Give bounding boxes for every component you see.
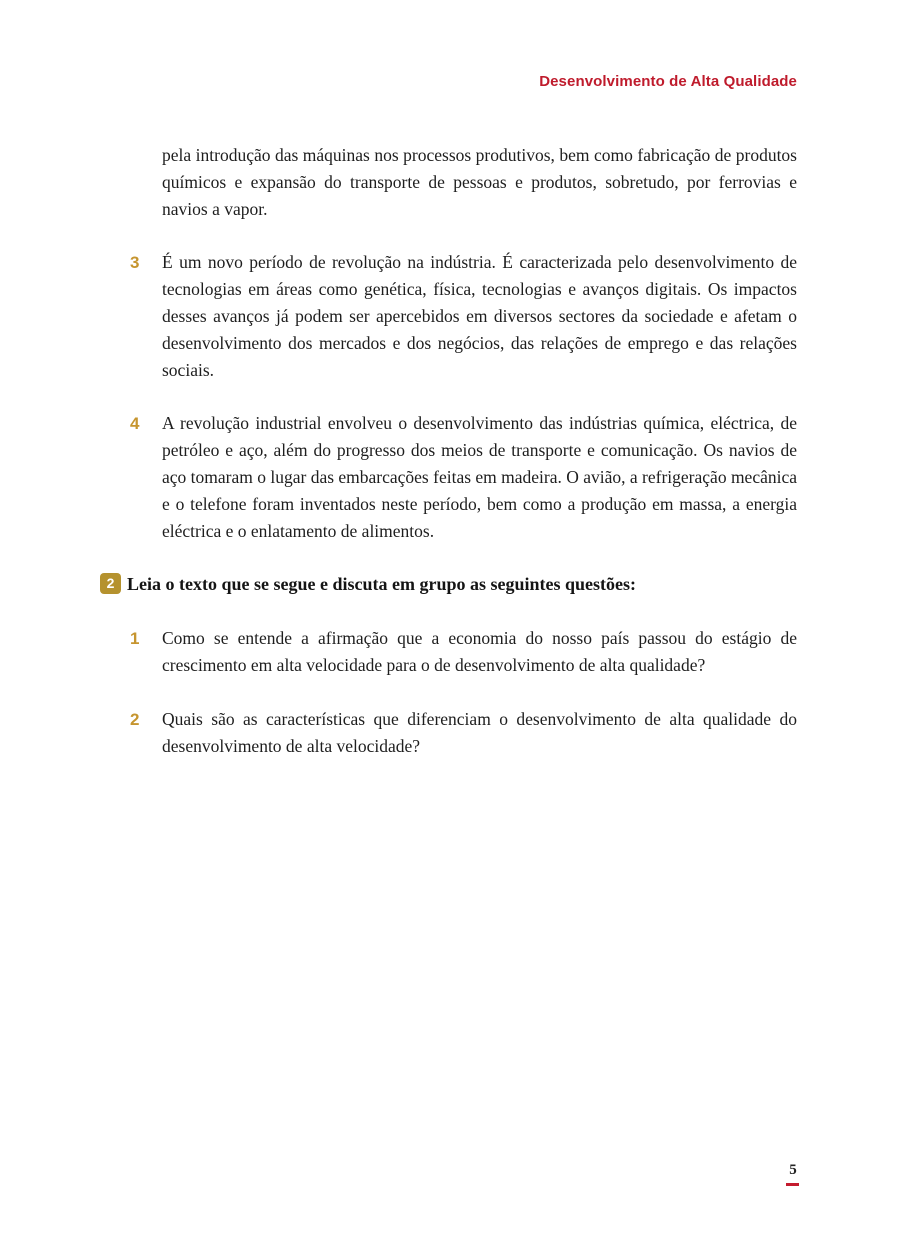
paragraph-continuation: pela introdução das máquinas nos processos produtivos, bem como fabricação de produtos químicos e expansão do transporte de pessoas e produtos, sobretudo, por ferrovias e navios a vapor.: [162, 145, 797, 219]
question-item: [130, 706, 797, 760]
activity-title: Leia o texto que se segue e discuta em grupo as seguintes questões:: [127, 574, 636, 594]
list-number: 4: [130, 414, 140, 433]
question-text: Quais são as características que diferenciam o desenvolvimento de alta qualidade do desenvolvimento de alta velocidade?: [162, 709, 797, 756]
numbered-paragraph-text: A revolução industrial envolveu o desenvolvimento das indústrias química, eléctrica, de petróleo e aço, além do progresso dos meios de transporte e comunicação. Os navios de aço tomaram o lugar das embarcações feitas em madeira. O avião, a refrigeração mecânica e o telefone foram inventados neste período, bem como a produção em massa, a energia eléctrica e o enlatamento de alimentos.: [162, 413, 797, 541]
list-number: 3: [130, 253, 140, 272]
question-item: [130, 625, 797, 679]
numbered-paragraph: [130, 410, 797, 545]
activity-heading: [106, 571, 797, 598]
page-number: 5: [789, 1162, 797, 1178]
page-number-underline: [786, 1183, 799, 1186]
running-header-title: Desenvolvimento de Alta Qualidade: [539, 73, 797, 90]
activity-number-badge: 2: [100, 573, 121, 594]
question-text: Como se entende a afirmação que a economia do nosso país passou do estágio de crescimento em alta velocidade para o de desenvolvimento de alta qualidade?: [162, 628, 797, 675]
page-content: [106, 142, 797, 760]
numbered-paragraph: [130, 249, 797, 384]
numbered-paragraph-text: É um novo período de revolução na indústria. É caracterizada pelo desenvolvimento de tecnologias em áreas como genética, física, tecnologias e avanços digitais. Os impactos desses avanços já podem ser apercebidos em diversos sectores da sociedade e afetam o desenvolvimento dos mercados e dos negócios, das relações de emprego e das relações sociais.: [162, 252, 797, 380]
question-number: 1: [130, 629, 140, 648]
question-number: 2: [130, 710, 140, 729]
